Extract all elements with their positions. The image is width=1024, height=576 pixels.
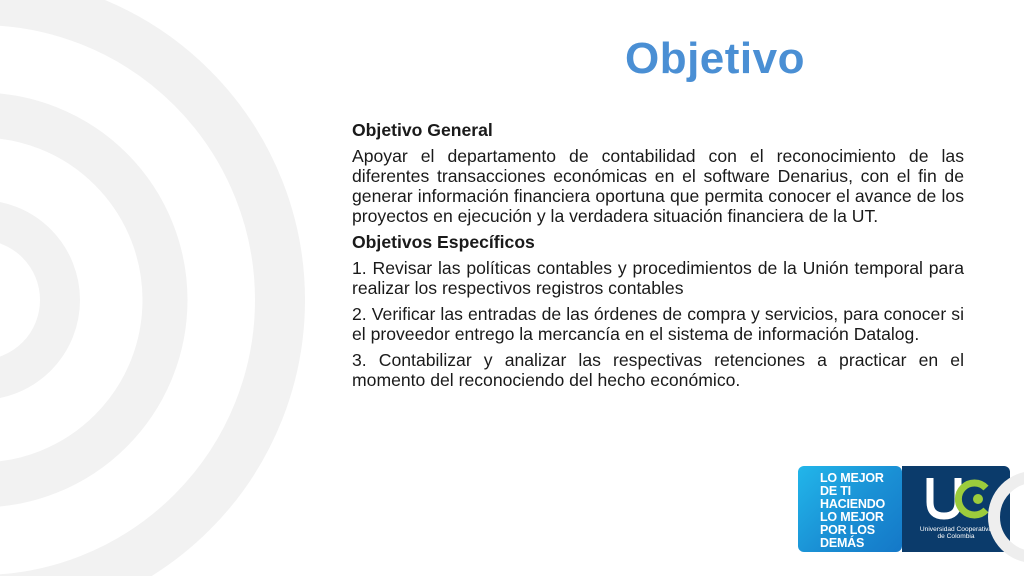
corner-ring-decoration [984, 455, 1024, 576]
brand-line: de Colombia [937, 533, 975, 540]
general-objective-text: Apoyar el departamento de contabilidad con el reconocimiento de las diferentes transacciones económicas en el software Denarius, con el fin de generar información financiera oportuna que permita conocer el avance de los proyectos en ejecución y la verdadera situación financiera de la UT. [352, 146, 964, 226]
slide-body [352, 120, 964, 396]
slogan-line: LO MEJOR [820, 471, 884, 485]
brand-line: Universidad Cooperativa [919, 526, 993, 533]
specific-objective-item: 3. Contabilizar y analizar las respectivas retenciones a practicar en el momento del reconociendo del hecho económico. [352, 350, 964, 390]
specific-objective-item: 2. Verificar las entradas de las órdenes de compra y servicios, para conocer si el proveedor entrego la mercancía en el sistema de información Datalog. [352, 304, 964, 344]
slogan-line: LO MEJOR [820, 510, 884, 524]
slogan-line: DE TI [820, 484, 851, 498]
slogan-line: HACIENDO [820, 497, 886, 511]
slogan-line: DEMÁS [820, 536, 865, 550]
specific-objective-item: 1. Revisar las políticas contables y procedimientos de la Unión temporal para realizar los respectivos registros contables [352, 258, 964, 298]
slide-title: Objetivo [624, 34, 806, 83]
general-objective-heading: Objetivo General [352, 120, 493, 140]
slogan-line: POR LOS [820, 523, 875, 537]
slogan-badge [798, 466, 902, 552]
specific-objectives-heading: Objetivos Específicos [352, 232, 535, 252]
